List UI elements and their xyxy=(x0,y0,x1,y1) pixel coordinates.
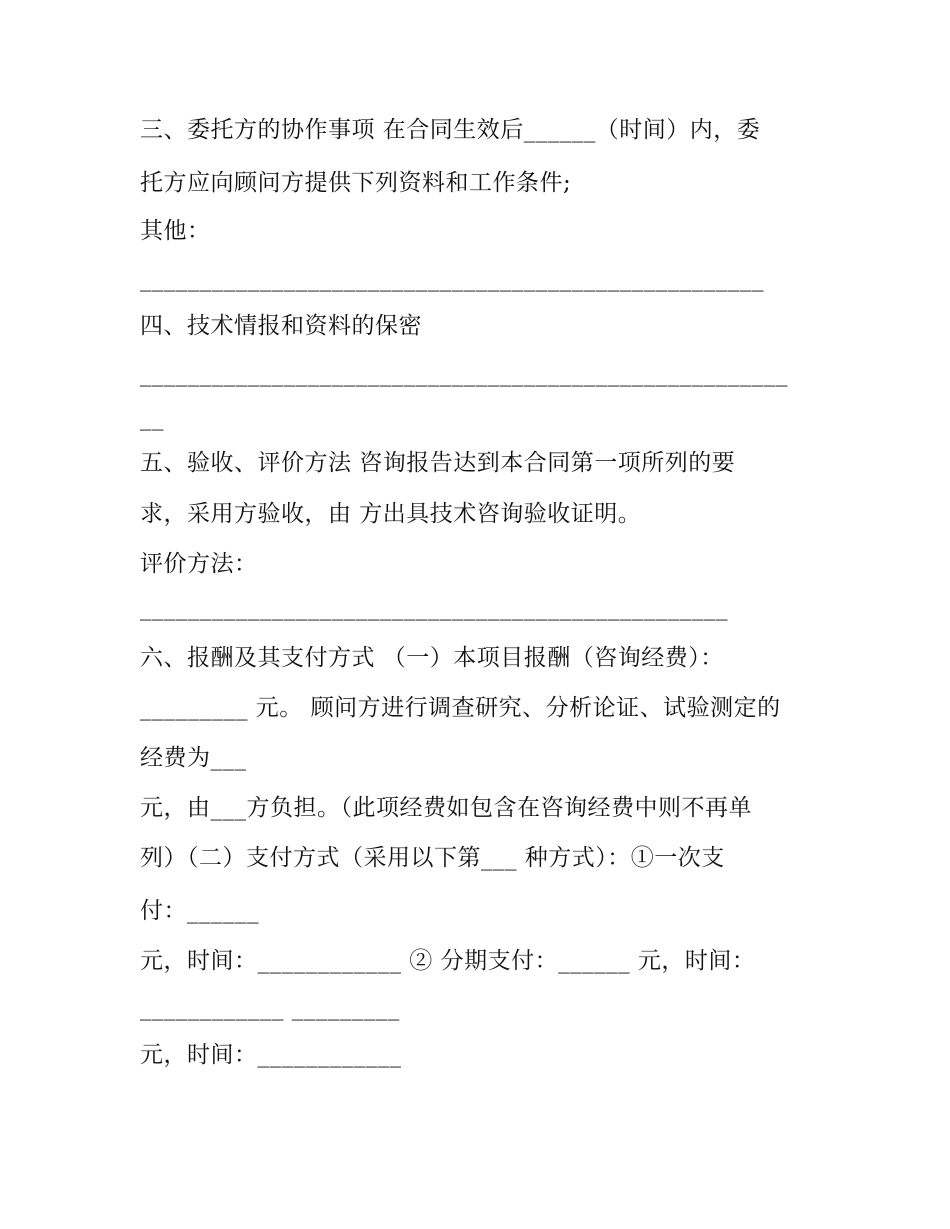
blank-line-confidentiality-wrap: __ xyxy=(140,405,164,431)
clause-5-line-2: 求，采用方验收，由 方出具技术咨询验收证明。 xyxy=(140,501,642,527)
clause-6-line-6: 付：______ xyxy=(140,898,259,924)
clause-3-line-2: 托方应向顾问方提供下列资料和工作条件; xyxy=(140,170,572,196)
clause-6-line-4: 元，由___方负担。（此项经费如包含在咨询经费中则不再单 xyxy=(140,795,752,821)
blank-line-confidentiality: ______________________________________________________ xyxy=(140,361,788,387)
clause-6-line-5: 列）（二）支付方式（采用以下第___ 种方式）：①一次支 xyxy=(140,845,725,871)
clause-4-title: 四、技术情报和资料的保密 xyxy=(140,313,422,339)
clause-6-line-9: 元，时间：____________ xyxy=(140,1042,402,1068)
clause-6-line-7: 元，时间：____________ ② 分期支付：______ 元，时间： xyxy=(140,948,756,974)
clause-6-line-2: _________ 元。 顾问方进行调查研究、分析论证、试验测定的 xyxy=(140,695,781,721)
clause-6-line-1: 六、报酬及其支付方式 （一）本项目报酬（咨询经费）： xyxy=(140,645,724,671)
evaluation-method-label: 评价方法： xyxy=(140,551,258,577)
blank-line-evaluation: _________________________________________________ xyxy=(140,595,728,621)
clause-3-line-1: 三、委托方的协作事项 在合同生效后______（时间）内，委 xyxy=(140,117,761,143)
other-label: 其他： xyxy=(140,218,211,244)
blank-line-other: ____________________________________________________ xyxy=(140,266,764,292)
clause-5-line-1: 五、验收、评价方法 咨询报告达到本合同第一项所列的要 xyxy=(140,450,736,476)
clause-6-line-8: ____________ _________ xyxy=(140,995,400,1021)
clause-6-line-3: 经费为___ xyxy=(140,745,247,771)
